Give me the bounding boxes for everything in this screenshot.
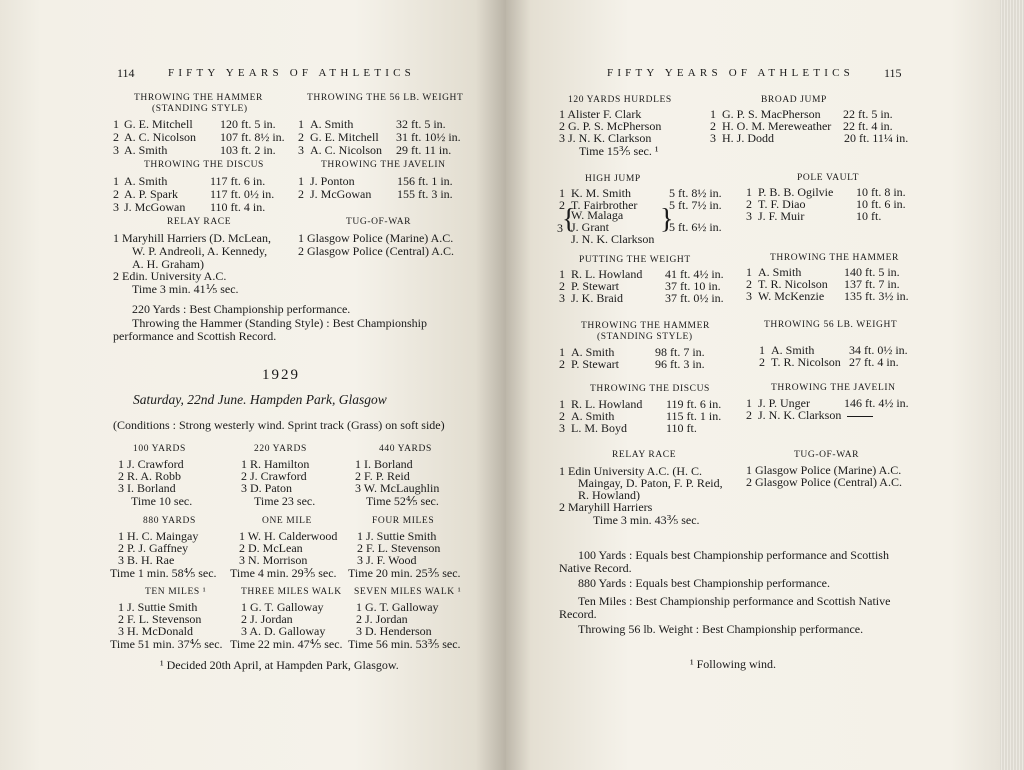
section-title: THROWING THE HAMMER [770,253,899,263]
position: 3 [559,421,565,435]
result-mark: 156 ft. 1 in. [397,174,453,188]
result-mark: 37 ft. 10 in. [665,279,721,293]
section-title: BROAD JUMP [761,95,827,105]
athlete-name: T. Fairbrother [571,198,638,212]
relay-line: W. P. Andreoli, A. Kennedy, [132,244,268,258]
position: 2 [298,130,304,144]
result-mark: 27 ft. 4 in. [849,355,899,369]
relay-line: Maingay, D. Paton, F. P. Reid, [578,476,723,490]
result: 3 H. McDonald [118,624,193,638]
right-brace: } [660,204,674,235]
athlete-name: T. R. Nicolson [758,277,828,291]
position: 1 [559,397,565,411]
athlete-name: P. B. B. Ogilvie [758,185,834,199]
result: 2 R. A. Robb [118,469,182,483]
result: 2 J. Jordan [241,612,293,626]
athlete-name: A. Smith [771,343,815,357]
relay-time: Time 3 min. 43⅗ sec. [593,513,700,527]
position: 2 [113,187,119,201]
result-mark: 10 ft. [856,209,882,223]
athlete-name: W. McKenzie [758,289,825,303]
event-title: SEVEN MILES WALK ¹ [354,587,462,597]
position: 2 [113,130,119,144]
athlete-name: A. Smith [571,409,615,423]
result-mark: 5 ft. 6½ in. [669,220,722,234]
note: 880 Yards : Equals best Championship performance. [578,576,830,590]
section-title: TUG-OF-WAR [346,217,412,227]
result: 1 Alister F. Clark [559,107,642,121]
note: performance and Scottish Record. [113,329,277,343]
result: 3 D. Paton [241,481,292,495]
right-page [506,0,1000,770]
running-head: FIFTY YEARS OF ATHLETICS [168,67,415,79]
athlete-name: P. Stewart [571,279,619,293]
position: 2 [759,355,765,369]
relay-line: 1 Maryhill Harriers (D. McLean, [113,231,271,245]
athlete-name: W. Malaga [571,208,624,222]
event-time: Time 52⅘ sec. [366,494,439,508]
result-mark: 155 ft. 3 in. [397,187,453,201]
section-title: 120 YARDS HURDLES [568,95,672,105]
no-mark-dash [847,416,873,417]
result: 2 J. Jordan [356,612,408,626]
date-venue: Saturday, 22nd June. Hampden Park, Glasgow [133,392,387,407]
result-mark: 103 ft. 2 in. [220,143,276,157]
event-time: Time 10 sec. [131,494,193,508]
section-title: PUTTING THE WEIGHT [579,255,691,265]
position: 3 [746,289,752,303]
result-mark: 107 ft. 8½ in. [220,130,285,144]
relay-line: 2 Maryhill Harriers [559,500,653,514]
tug-line: 1 Glasgow Police (Marine) A.C. [298,231,454,245]
event-title: ONE MILE [262,516,312,526]
result: 1 R. Hamilton [241,457,310,471]
year-heading: 1929 [262,367,300,383]
event-title: THREE MILES WALK [241,587,342,597]
result-mark: 41 ft. 4½ in. [665,267,724,281]
athlete-name: L. M. Boyd [571,421,628,435]
relay-line: 1 Edin University A.C. (H. C. [559,464,702,478]
athlete-name: J. K. Braid [571,291,623,305]
section-title: THROWING THE JAVELIN [771,383,896,393]
athlete-name: G. E. Mitchell [310,130,379,144]
result-mark: 120 ft. 5 in. [220,117,276,131]
event-title: 220 YARDS [254,444,307,454]
section-subtitle: (STANDING STYLE) [597,332,693,342]
book-page-edges [1000,0,1024,770]
result: 3 D. Henderson [356,624,432,638]
athlete-name: J. McGowan [124,200,186,214]
result: 1 I. Borland [355,457,413,471]
result-mark: 110 ft. [666,421,697,435]
result: 2 F. P. Reid [355,469,410,483]
result: 1 G. T. Galloway [356,600,439,614]
note: Native Record. [559,561,632,575]
position: 2 [559,198,565,212]
result-mark: 5 ft. 8½ in. [669,186,722,200]
result: 2 F. L. Stevenson [357,541,441,555]
athlete-name: H. J. Dodd [722,131,775,145]
section-title: THROWING 56 LB. WEIGHT [764,320,898,330]
athlete-name: A. P. Spark [124,187,179,201]
result: 3 A. D. Galloway [241,624,326,638]
result: 1 G. T. Galloway [241,600,324,614]
athlete-name: A. Smith [310,117,354,131]
event-title: 440 YARDS [379,444,432,454]
result-mark: 22 ft. 4 in. [843,119,893,133]
athlete-name: J. P. Unger [758,396,811,410]
position: 1 [559,345,565,359]
athlete-name: J. F. Muir [758,209,805,223]
position: 3 [113,143,119,157]
result-mark: 29 ft. 11 in. [396,143,452,157]
result-mark: 117 ft. 6 in. [210,174,266,188]
footnote: ¹ Decided 20th April, at Hampden Park, Glasgow. [160,658,399,672]
section-title: THROWING THE JAVELIN [321,160,446,170]
result: 3 W. McLaughlin [355,481,440,495]
result-mark: 32 ft. 5 in. [396,117,446,131]
relay-line: A. H. Graham) [132,257,204,271]
athlete-name: J. N. K. Clarkson [571,232,655,246]
athlete-name: G. E. Mitchell [124,117,193,131]
position: 3 [710,131,716,145]
result: 1 W. H. Calderwood [239,529,338,543]
section-title: THROWING THE 56 LB. WEIGHT [307,93,464,103]
athlete-name: J. Ponton [310,174,355,188]
result: 2 F. L. Stevenson [118,612,202,626]
tug-line: 2 Glasgow Police (Central) A.C. [746,475,902,489]
result-mark: 146 ft. 4½ in. [844,396,909,410]
result-mark: 96 ft. 3 in. [655,357,705,371]
result: 1 J. Crawford [118,457,184,471]
result: 1 H. C. Maingay [118,529,199,543]
event-time: Time 51 min. 37⅘ sec. [110,637,223,651]
position: 3 [557,221,563,235]
result: 2 D. McLean [239,541,303,555]
section-title: THROWING THE HAMMER [581,321,710,331]
result: 3 J. N. K. Clarkson [559,131,652,145]
running-head: FIFTY YEARS OF ATHLETICS [607,67,854,79]
section-title: RELAY RACE [612,450,677,460]
tug-line: 1 Glasgow Police (Marine) A.C. [746,463,902,477]
position: 2 [298,187,304,201]
left-page [0,0,506,770]
position: 1 [746,396,752,410]
page-number: 114 [117,66,135,80]
note: Ten Miles : Best Championship performance and Scottish Native [578,594,891,608]
event-time: Time 20 min. 25⅗ sec. [348,566,461,580]
position: 3 [113,200,119,214]
athlete-name: A. C. Nicolson [310,143,382,157]
result-mark: 5 ft. 7½ in. [669,198,722,212]
result-mark: 10 ft. 6 in. [856,197,906,211]
event-time: Time 1 min. 58⅘ sec. [110,566,217,580]
event-title: 100 YARDS [133,444,186,454]
athlete-name: A. Smith [124,143,168,157]
athlete-name: P. Stewart [571,357,619,371]
position: 1 [710,107,716,121]
result-mark: 117 ft. 0½ in. [210,187,275,201]
athlete-name: A. Smith [124,174,168,188]
result-mark: 37 ft. 0½ in. [665,291,724,305]
position: 3 [559,291,565,305]
position: 2 [559,409,565,423]
result-mark: 110 ft. 4 in. [210,200,266,214]
section-title: THROWING THE DISCUS [144,160,264,170]
event-title: 880 YARDS [143,516,196,526]
athlete-name: H. O. M. Mereweather [722,119,832,133]
athlete-name: R. L. Howland [571,397,643,411]
note: 100 Yards : Equals best Championship performance and Scottish [578,548,889,562]
position: 1 [759,343,765,357]
athlete-name: K. M. Smith [571,186,632,200]
result-mark: 119 ft. 6 in. [666,397,722,411]
position: 2 [746,197,752,211]
result-mark: 98 ft. 7 in. [655,345,705,359]
relay-time: Time 3 min. 41⅕ sec. [132,282,239,296]
result-mark: 20 ft. 11¼ in. [844,131,909,145]
athlete-name: T. R. Nicolson [771,355,841,369]
section-title: TUG-OF-WAR [794,450,860,460]
note: Throwing 56 lb. Weight : Best Championship performance. [578,622,864,636]
position: 1 [298,117,304,131]
athlete-name: R. L. Howland [571,267,643,281]
position: 1 [298,174,304,188]
athlete-name: A. Smith [571,345,615,359]
position: 1 [746,185,752,199]
position: 2 [746,277,752,291]
section-title: HIGH JUMP [585,174,641,184]
result-mark: 34 ft. 0½ in. [849,343,908,357]
athlete-name: J. N. K. Clarkson [758,408,873,423]
result-mark: 140 ft. 5 in. [844,265,900,279]
result: 2 P. J. Gaffney [118,541,189,555]
result-mark: 22 ft. 5 in. [843,107,893,121]
result: 3 J. F. Wood [357,553,417,567]
relay-line: R. Howland) [578,488,640,502]
note: Record. [559,607,597,621]
result: 3 I. Borland [118,481,176,495]
event-title: FOUR MILES [372,516,435,526]
result: 3 B. H. Rae [118,553,175,567]
footnote: ¹ Following wind. [690,657,776,671]
athlete-name: J. Grant [571,220,609,234]
section-title: THROWING THE HAMMER [134,93,263,103]
section-subtitle: (STANDING STYLE) [152,104,248,114]
section-title: THROWING THE DISCUS [590,384,710,394]
note: 220 Yards : Best Championship performance. [132,302,351,316]
event-time: Time 56 min. 53⅗ sec. [348,637,461,651]
position: 1 [559,186,565,200]
athlete-name: G. P. S. MacPherson [722,107,821,121]
section-title: POLE VAULT [797,173,860,183]
note: Throwing the Hammer (Standing Style) : Best Championship [132,316,427,330]
position: 2 [559,279,565,293]
result: 1 J. Suttie Smith [118,600,198,614]
event-time: Time 23 sec. [254,494,316,508]
position: 3 [746,209,752,223]
result: 3 N. Morrison [239,553,308,567]
result: 2 J. Crawford [241,469,307,483]
position: 2 [559,357,565,371]
event-time: Time 22 min. 47⅘ sec. [230,637,343,651]
athlete-name: J. McGowan [310,187,372,201]
conditions: (Conditions : Strong westerly wind. Sprint track (Grass) on soft side) [113,418,445,432]
result: 1 J. Suttie Smith [357,529,437,543]
athlete-name: A. Smith [758,265,802,279]
page-number: 115 [884,66,902,80]
athlete-name: A. C. Nicolson [124,130,196,144]
position: 1 [113,174,119,188]
event-title: TEN MILES ¹ [145,587,207,597]
event-time: Time 4 min. 29⅗ sec. [230,566,337,580]
position: 2 [746,408,752,422]
result: 2 G. P. S. McPherson [559,119,662,133]
position: 1 [746,265,752,279]
position: 2 [710,119,716,133]
position: 1 [113,117,119,131]
section-title: RELAY RACE [167,217,232,227]
result-mark: 135 ft. 3½ in. [844,289,909,303]
result-mark: 115 ft. 1 in. [666,409,722,423]
position: 3 [298,143,304,157]
tug-line: 2 Glasgow Police (Central) A.C. [298,244,454,258]
athlete-name: T. F. Diao [758,197,806,211]
left-brace: { [562,204,576,235]
relay-line: 2 Edin. University A.C. [113,269,227,283]
position: 1 [559,267,565,281]
result-mark: 31 ft. 10½ in. [396,130,461,144]
result-mark: 137 ft. 7 in. [844,277,900,291]
result-mark: 10 ft. 8 in. [856,185,906,199]
event-time: Time 15⅗ sec. ¹ [579,144,659,158]
